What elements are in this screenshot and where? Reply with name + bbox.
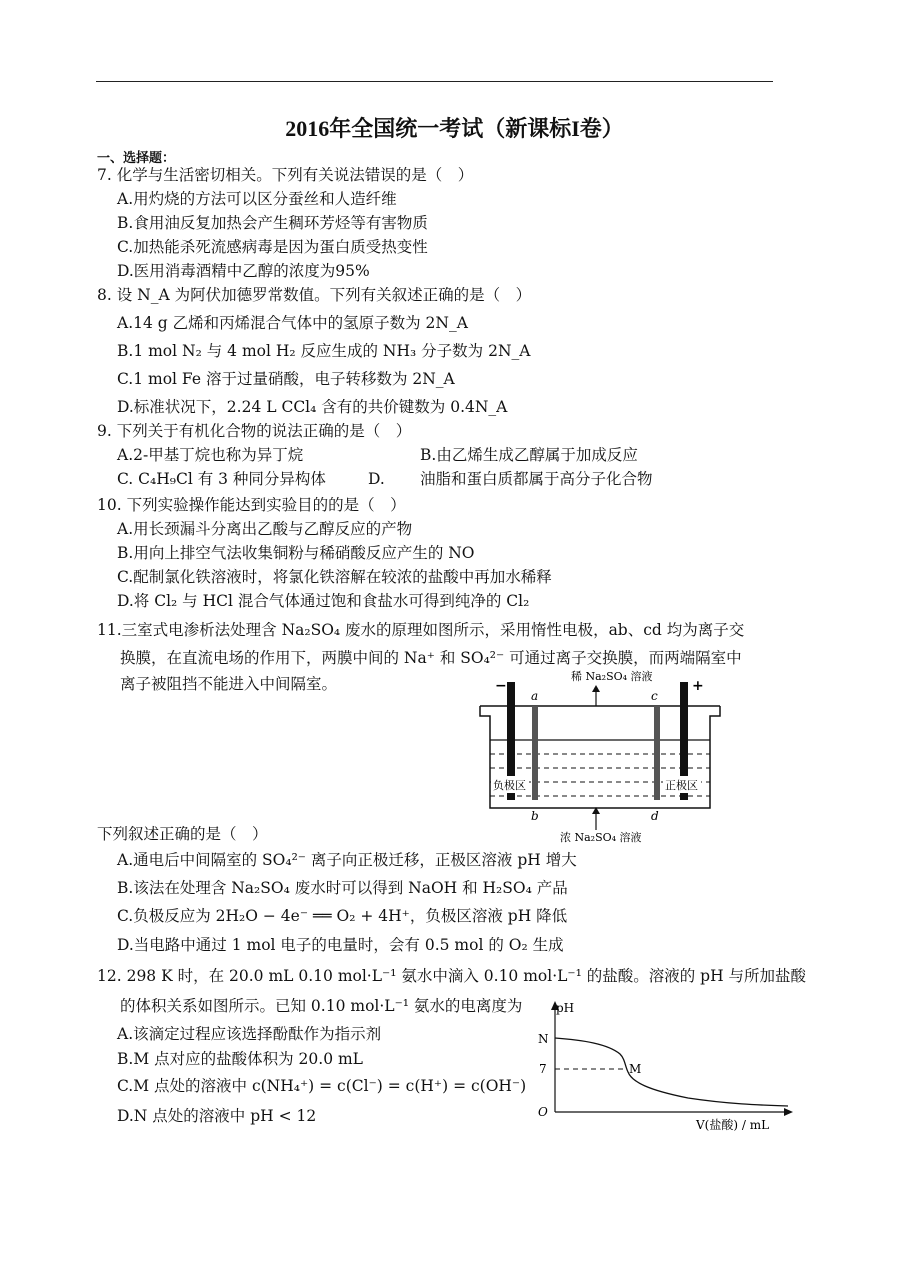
q9-option-d-label: D. xyxy=(368,470,385,488)
answer-option: C.M 点处的溶液中 c(NH₄⁺) = c(Cl⁻) = c(H⁺) = c(OH⁻) xyxy=(117,1077,527,1095)
answer-option: A.该滴定过程应该选择酚酞作为指示剂 xyxy=(117,1025,382,1043)
x-axis-label: V(盐酸) / mL xyxy=(696,1118,770,1132)
question-continuation: 换膜，在直流电场的作用下，两膜中间的 Na⁺ 和 SO₄²⁻ 可通过离子交换膜，而两端隔室中 xyxy=(120,649,742,667)
label-d: d xyxy=(651,809,659,823)
question-text: 8. 设 N_A 为阿伏加德罗常数值。下列有关叙述正确的是（ ） xyxy=(97,286,532,304)
answer-option: B.用向上排空气法收集铜粉与稀硝酸反应产生的 NO xyxy=(117,544,475,562)
answer-option: C.加热能杀死流感病毒是因为蛋白质受热变性 xyxy=(117,238,428,256)
point-n-label: N xyxy=(538,1032,549,1046)
answer-option: C.1 mol Fe 溶于过量硝酸，电子转移数为 2N_A xyxy=(117,370,455,388)
positive-region-label: 正极区 xyxy=(665,779,698,792)
q9-option-b: B.由乙烯生成乙醇属于加成反应 xyxy=(420,446,638,464)
question-text: 7. 化学与生活密切相关。下列有关说法错误的是（ ） xyxy=(97,166,474,184)
titration-curve xyxy=(555,1038,788,1106)
answer-option: B.食用油反复加热会产生稠环芳烃等有害物质 xyxy=(117,214,428,232)
section-heading: 一、选择题： xyxy=(97,151,176,166)
bottom-solution-label: 浓 Na₂SO₄ 溶液 xyxy=(560,831,642,844)
answer-option: D.将 Cl₂ 与 HCl 混合气体通过饱和食盐水可得到纯净的 Cl₂ xyxy=(117,592,530,610)
answer-option: D.标准状况下，2.24 L CCl₄ 含有的共价键数为 0.4N_A xyxy=(117,398,508,416)
label-b: b xyxy=(531,809,539,823)
membrane-cd xyxy=(654,706,660,800)
question-continuation: 离子被阻挡不能进入中间隔室。 xyxy=(120,675,338,693)
question-text: 下列叙述正确的是（ ） xyxy=(97,825,268,843)
plus-sign: + xyxy=(692,678,704,694)
q9-option-d: 油脂和蛋白质都属于高分子化合物 xyxy=(420,470,653,488)
answer-option: A.用灼烧的方法可以区分蚕丝和人造纤维 xyxy=(117,190,397,208)
page-title: 2016年全国统一考试（新课标I卷） xyxy=(285,116,624,141)
membrane-ab xyxy=(532,706,538,800)
ph7-label: 7 xyxy=(539,1062,547,1076)
answer-option: B.该法在处理含 Na₂SO₄ 废水时可以得到 NaOH 和 H₂SO₄ 产品 xyxy=(117,879,568,897)
answer-option: A.14 g 乙烯和丙烯混合气体中的氢原子数为 2N_A xyxy=(117,314,468,332)
answer-option: B.M 点对应的盐酸体积为 20.0 mL xyxy=(117,1050,363,1068)
minus-sign: − xyxy=(495,678,507,694)
y-axis-label: pH xyxy=(556,1001,575,1015)
question-text: 12. 298 K 时，在 20.0 mL 0.10 mol·L⁻¹ 氨水中滴入 0.10 mol·L⁻¹ 的盐酸。溶液的 pH 与所加盐酸 xyxy=(97,967,807,985)
answer-option: D.医用消毒酒精中乙醇的浓度为95% xyxy=(117,262,370,280)
answer-option: A.用长颈漏斗分离出乙酸与乙醇反应的产物 xyxy=(117,520,413,538)
answer-option: B.1 mol N₂ 与 4 mol H₂ 反应生成的 NH₃ 分子数为 2N_A xyxy=(117,342,531,360)
question-text: 10. 下列实验操作能达到实验目的的是（ ） xyxy=(97,496,406,514)
label-a: a xyxy=(531,689,539,703)
top-rule xyxy=(96,81,773,82)
label-c: c xyxy=(651,689,658,703)
titration-curve-figure xyxy=(528,996,796,1136)
outlet-arrow xyxy=(592,685,600,692)
point-m-label: M xyxy=(629,1062,642,1076)
origin-label: O xyxy=(538,1105,548,1119)
top-solution-label: 稀 Na₂SO₄ 溶液 xyxy=(571,670,653,683)
answer-option: A.2-甲基丁烷也称为异丁烷 xyxy=(117,446,304,464)
answer-option: C.负极反应为 2H₂O − 4e⁻ ══ O₂ + 4H⁺，负极区溶液 pH 降低 xyxy=(117,907,568,925)
question-text: 9. 下列关于有机化合物的说法正确的是（ ） xyxy=(97,422,412,440)
question-continuation: 的体积关系如图所示。已知 0.10 mol·L⁻¹ 氨水的电离度为 xyxy=(120,997,523,1015)
answer-option: C. C₄H₉Cl 有 3 种同分异构体 xyxy=(117,470,326,488)
x-axis-arrow xyxy=(784,1108,793,1116)
answer-option: D.当电路中通过 1 mol 电子的电量时，会有 0.5 mol 的 O₂ 生成 xyxy=(117,936,564,954)
answer-option: C.配制氯化铁溶液时，将氯化铁溶解在较浓的盐酸中再加水稀释 xyxy=(117,568,552,586)
negative-region-label: 负极区 xyxy=(493,779,526,792)
answer-option: A.通电后中间隔室的 SO₄²⁻ 离子向正极迁移，正极区溶液 pH 增大 xyxy=(117,851,577,869)
answer-option: D.N 点处的溶液中 pH < 12 xyxy=(117,1107,317,1125)
question-text: 11.三室式电渗析法处理含 Na₂SO₄ 废水的原理如图所示，采用惰性电极，ab、cd 均为离子交 xyxy=(97,621,745,639)
electrodialysis-figure xyxy=(470,668,730,846)
